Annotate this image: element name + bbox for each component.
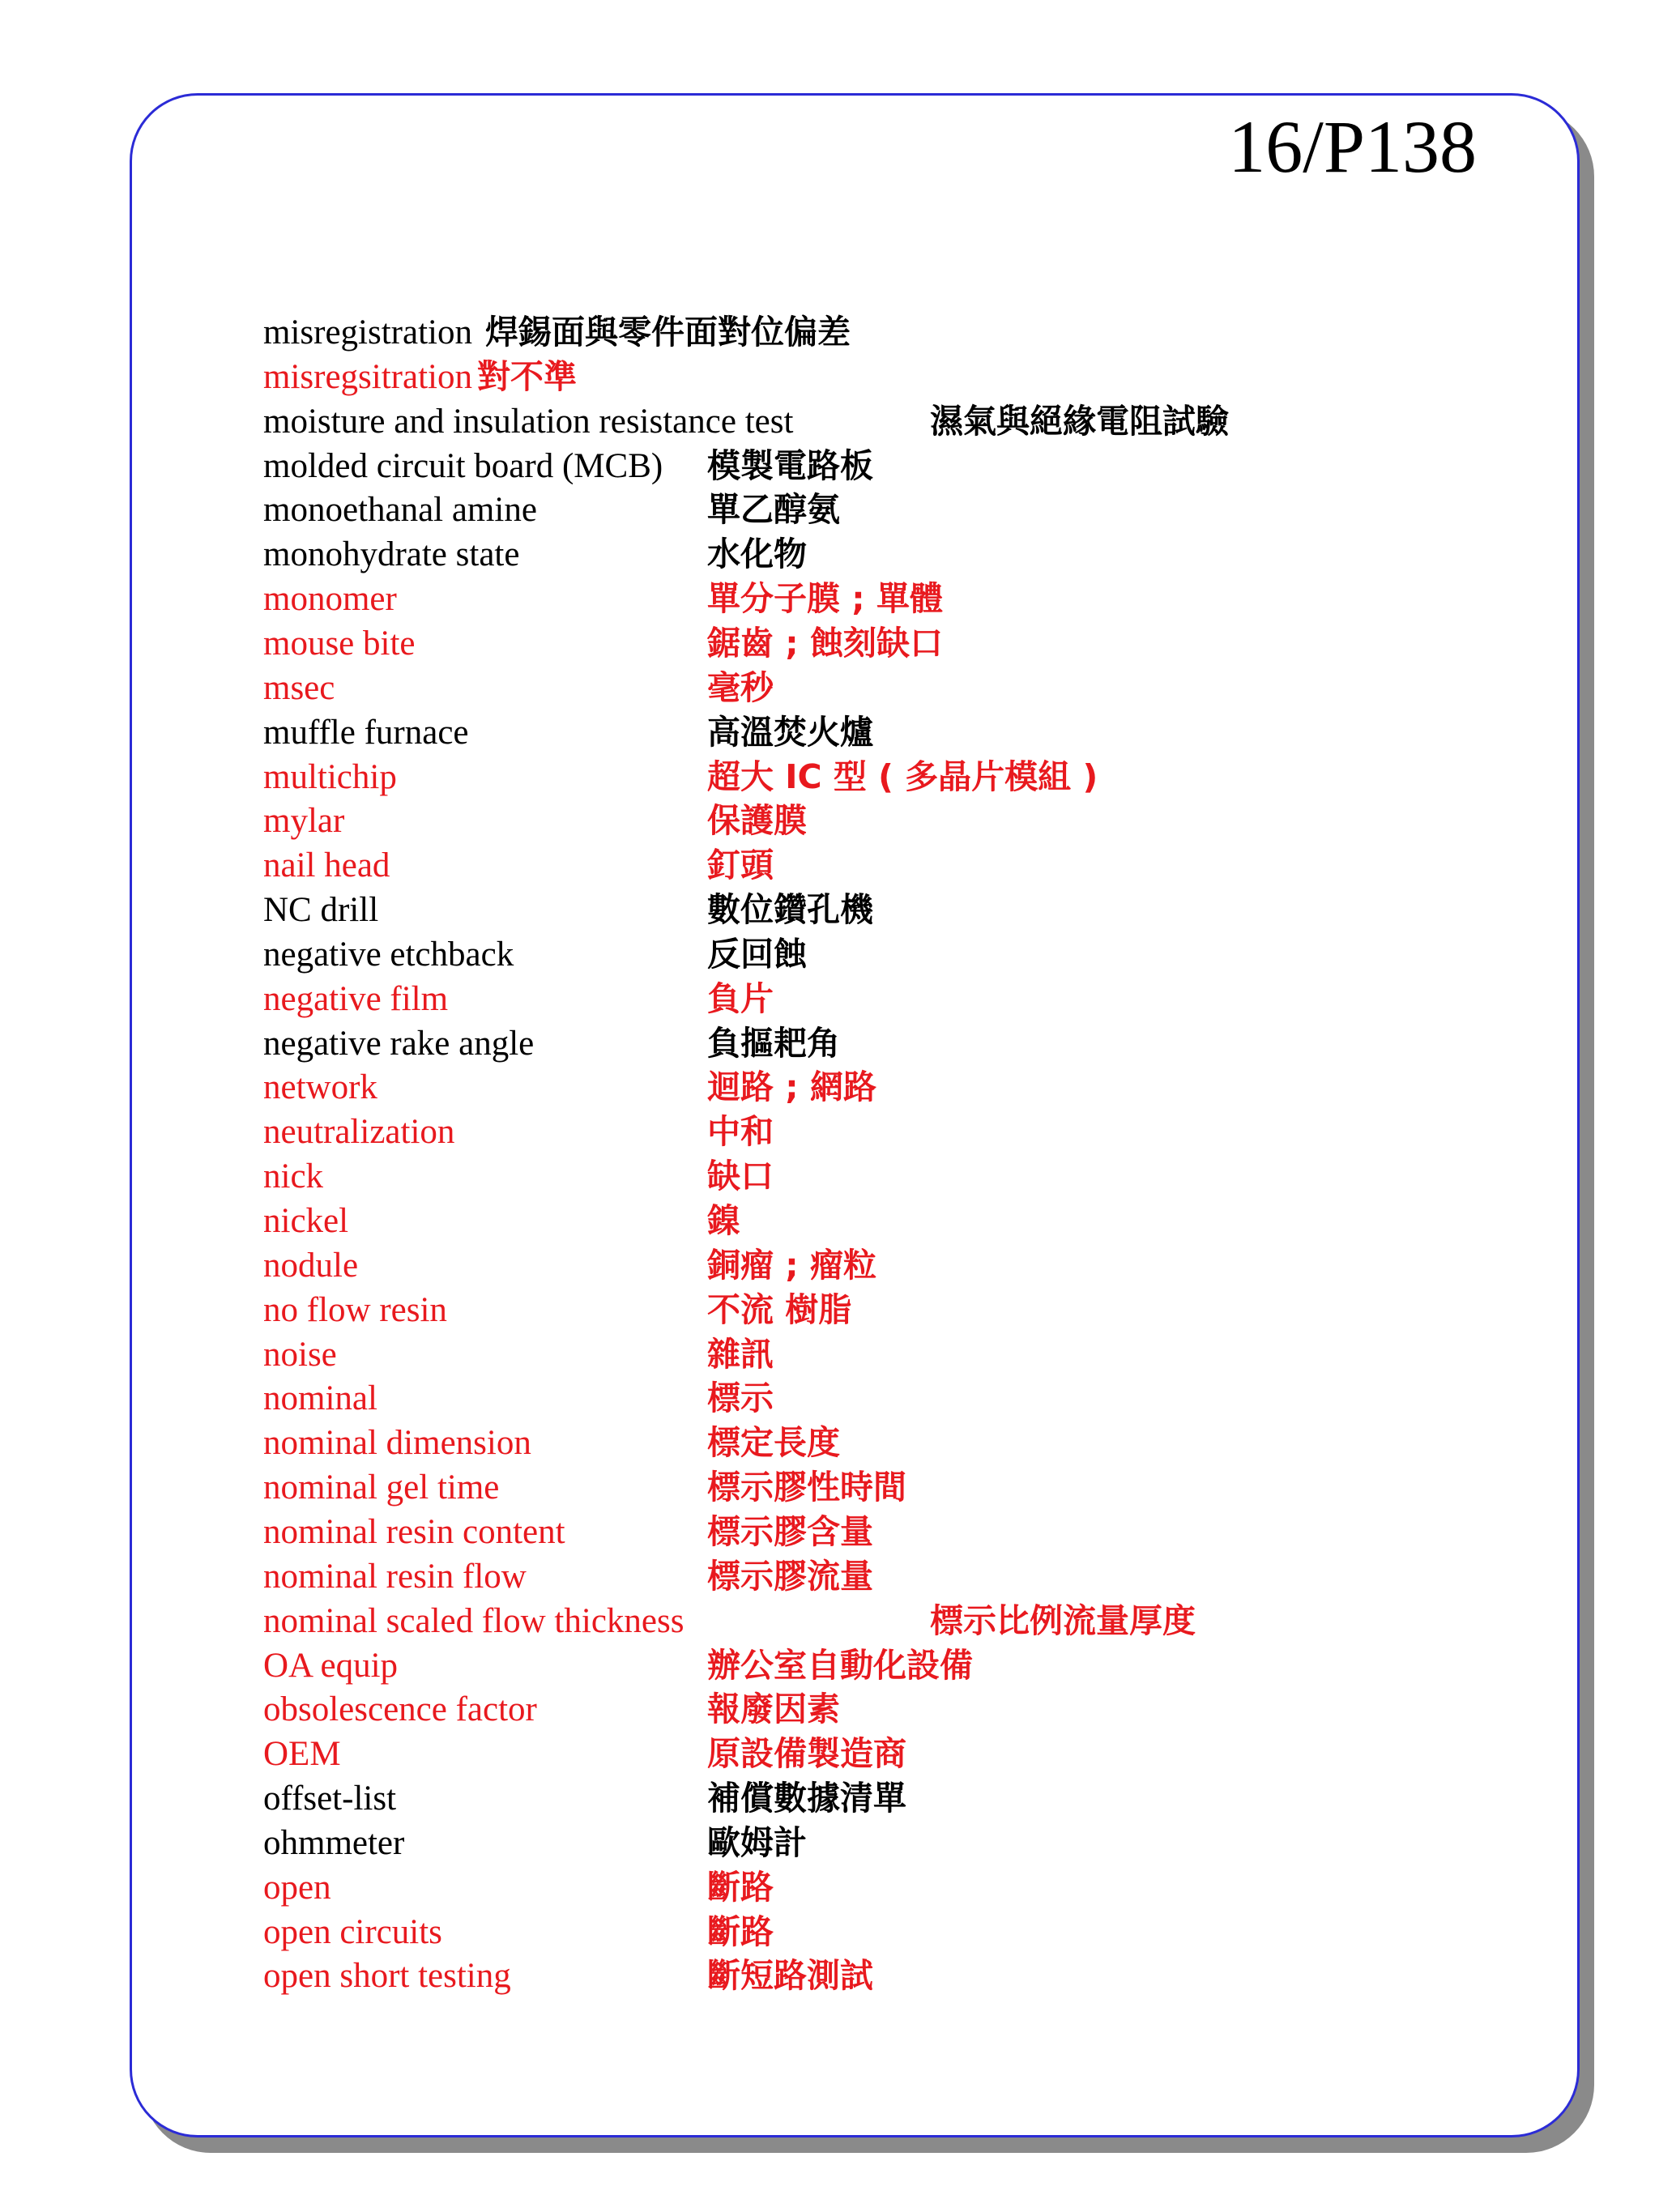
entry-translation: 負摳耙角 (707, 1023, 840, 1063)
entry-term: mylar (263, 802, 345, 841)
entry-term: OEM (263, 1735, 341, 1774)
entry-term: nail head (263, 846, 390, 885)
entry-term: multichip (263, 757, 397, 796)
entry-translation: 焊錫面與零件面對位偏差 (485, 313, 851, 352)
entry-translation: 原設備製造商 (707, 1734, 906, 1774)
entry-translation: 中和 (707, 1112, 774, 1152)
entry-translation: 標示比例流量厚度 (930, 1600, 1196, 1640)
entry-translation: 標示膠流量 (707, 1556, 873, 1596)
entry-translation: 補償數據清單 (707, 1779, 906, 1818)
entry-translation: 不流 樹脂 (707, 1289, 852, 1329)
entry-translation: 迴路 ; 網路 (707, 1068, 876, 1107)
page-number: 16/P138 (1228, 105, 1477, 188)
entry-term: nominal resin flow (263, 1557, 527, 1596)
entry-translation: 斷短路測試 (707, 1956, 873, 1996)
entry-term: nominal dimension (263, 1424, 531, 1463)
entry-translation: 釘頭 (707, 846, 774, 885)
entry-translation: 銅瘤 ; 瘤粒 (707, 1245, 876, 1285)
entry-translation: 標示 (707, 1379, 774, 1418)
entry-translation: 毫秒 (707, 667, 774, 707)
entry-translation: 保護膜 (707, 801, 807, 841)
entry-term: monoethanal amine (263, 491, 537, 530)
entry-term: mouse bite (263, 624, 416, 663)
entry-term: nickel (263, 1202, 349, 1240)
entry-term: open circuits (263, 1912, 442, 1951)
entry-term: no flow resin (263, 1290, 447, 1329)
entry-term: msec (263, 668, 335, 707)
entry-translation: 對不準 (477, 356, 577, 396)
entry-translation: 濕氣與絕緣電阻試驗 (930, 401, 1229, 441)
entry-translation: 雜訊 (707, 1334, 774, 1374)
entry-translation: 單乙醇氨 (707, 490, 840, 530)
entry-term: NC drill (263, 891, 379, 930)
entry-translation: 負片 (707, 978, 774, 1018)
entry-translation: 單分子膜 ; 單體 (707, 579, 943, 619)
entry-term: negative rake angle (263, 1024, 535, 1063)
entry-term: nominal gel time (263, 1468, 500, 1507)
entry-translation: 標定長度 (707, 1423, 840, 1463)
entry-term: neutralization (263, 1113, 455, 1152)
entry-translation: 辦公室自動化設備 (707, 1645, 973, 1685)
entry-term: misregistration (263, 313, 472, 352)
entry-term: misregsitration (263, 357, 472, 396)
entry-term: moisture and insulation resistance test (263, 402, 794, 441)
entry-term: nominal scaled flow thickness (263, 1601, 684, 1640)
entry-term: network (263, 1068, 377, 1107)
entry-term: nodule (263, 1246, 359, 1285)
entry-term: open short testing (263, 1957, 511, 1996)
entry-term: molded circuit board (MCB) (263, 446, 663, 485)
entry-term: obsolescence factor (263, 1690, 537, 1729)
entry-term: monomer (263, 580, 397, 619)
entry-translation: 反回蝕 (707, 934, 807, 974)
entry-term: nominal resin content (263, 1512, 565, 1551)
entry-term: nominal (263, 1379, 377, 1418)
entry-translation: 鋸齒 ; 蝕刻缺口 (707, 623, 943, 663)
entry-term: OA equip (263, 1646, 399, 1685)
entry-translation: 報廢因素 (707, 1690, 840, 1729)
entry-translation: 標示膠性時間 (707, 1468, 906, 1507)
entry-translation: 標示膠含量 (707, 1511, 873, 1551)
entry-term: offset-list (263, 1779, 397, 1818)
entry-term: open (263, 1868, 331, 1907)
entry-translation: 斷路 (707, 1867, 774, 1907)
entry-translation: 水化物 (707, 535, 807, 574)
entry-term: negative film (263, 979, 449, 1018)
entry-translation: 歐姆計 (707, 1822, 807, 1862)
entry-term: nick (263, 1157, 324, 1196)
entry-term: muffle furnace (263, 713, 469, 752)
entry-translation: 高溫焚火爐 (707, 712, 873, 752)
entry-translation: 數位鑽孔機 (707, 890, 873, 930)
entry-translation: 超大 IC 型 ( 多晶片模組 ) (707, 757, 1098, 796)
entry-translation: 鎳 (707, 1201, 740, 1240)
entry-term: noise (263, 1335, 337, 1374)
entry-translation: 斷路 (707, 1912, 774, 1951)
entry-translation: 模製電路板 (707, 445, 873, 485)
entry-term: negative etchback (263, 935, 514, 974)
entry-term: ohmmeter (263, 1823, 405, 1862)
entry-translation: 缺口 (707, 1157, 774, 1196)
entry-term: monohydrate state (263, 535, 520, 574)
